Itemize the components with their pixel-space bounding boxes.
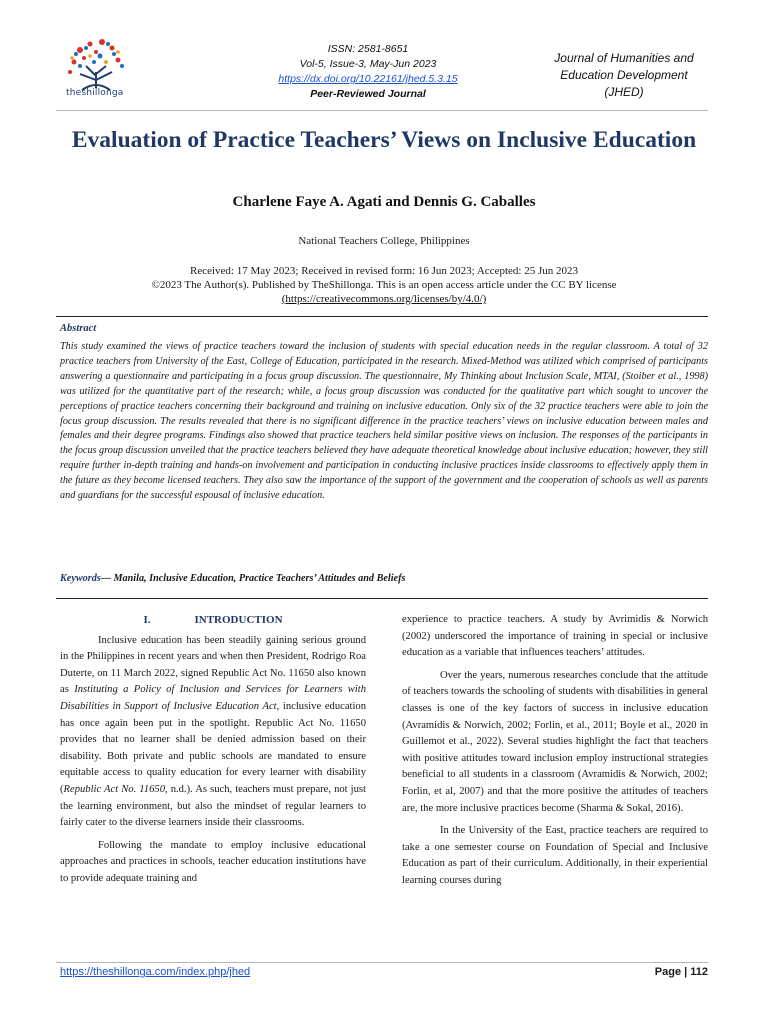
volume-issue: Vol-5, Issue-3, May-Jun 2023 (299, 58, 437, 70)
body-column-right (402, 612, 708, 890)
intro-paragraph-1 (60, 633, 366, 832)
intro-paragraph-3: experience to practice teachers. A study by Avrimidis & Norwich (2002) underscored the importance of training in special or inclusive education as a variable that influences teachers’ attitudes. (402, 614, 708, 659)
abstract-heading: Abstract (60, 323, 97, 334)
header-divider (56, 110, 708, 111)
received-dates: Received: 17 May 2023; Received in revised form: 16 Jun 2023; Accepted: 25 Jun 2023 (190, 265, 578, 277)
act-title: Instituting a Policy of Inclusion and Services for Learners with Disabilities in Support of Inclusive Education Act (60, 684, 366, 712)
citation-italic: Republic Act No. 11650 (63, 783, 165, 795)
intro-paragraph-4: Over the years, numerous researches conclude that the attitude of teachers towards the schooling of students with disabilities in general classes is one of the key factors of success in inclusive education (Avramidis & Norwich, 2002; Forlin, et al., 2011; Boyle et al., 2020 in Guillemot et al., 2022). Several studies highlight the fact that teachers with positive attitudes toward inclusion employ instructional strategies beneficial to all students in a classroom (Avramidis & Norwich, 2002; Forlin, et al, 2007) and that the more positive the attitudes of teachers are, the more inclusive practices become (Sharma & Sokal, 2016). (402, 669, 708, 814)
issn: ISSN: 2581-8651 (327, 43, 409, 55)
intro-paragraph-2: Following the mandate to employ inclusive educational approaches and practices in schools, teacher education institutions have to provide adequate training and (60, 839, 366, 884)
journal-website-link[interactable]: https://theshillonga.com/index.php/jhed (60, 966, 251, 978)
article-title: Evaluation of Practice Teachers’ Views on Inclusive Education (71, 127, 697, 153)
doi-link[interactable]: https://dx.doi.org/10.22161/jhed.5.3.15 (278, 73, 458, 85)
paragraph-text: , inclusive education has once again been put in the spotlight. Republic Act No. 11650 provides that no learner shall be denied admission based on their disability. Both private and public schools are mandated to ensure equitable access to quality education for every learner with disability ( (60, 700, 367, 795)
abstract-text: This study examined the views of practice teachers toward the inclusion of students with special education needs in the regular classroom. A total of 32 practice teachers from University of the East, College of Education, participated in the research. Mixed-Method was utilized which comprised of participants answering a questionnaire and participating in a focus group discussion. The questionnaire, My Thinking about Inclusion Scale, MTAI, (Stoiber et al., 1998) was utilized for the quantitative part of the research; while, a focus group discussion was conducted for the qualitative part which sought to uncover the perceptions of practice teachers concerning their background and training on inclusive education. Only six of the 32 practice teachers were able to join the focus group discussion. The results revealed that there is no significant difference in the practice teachers’ views on inclusive education between males and females and their degree programs. Findings also showed that practice teachers held similar positive views on inclusion. The responses of the participants in the focus group discussion unveiled that the practice teachers believed they have adequate theoretical knowledge about inclusive education; however, they still require further in-depth training and hands-on involvement and participation in conducting inclusive practices inside classrooms to effectively apply them in the future as they become licensed teachers. They also saw the importance of the support of the government and the cooperation of schools as well as parents and guardians for the successful espousal of inclusive education. (60, 341, 708, 502)
journal-name-line3: (JHED) (604, 85, 644, 99)
body-column-left (60, 612, 366, 888)
keywords-label: Keywords (60, 573, 101, 584)
keywords-list: — Manila, Inclusive Education, Practice Teachers’ Attitudes and Beliefs (100, 573, 406, 584)
journal-name-line1: Journal of Humanities and (554, 51, 694, 65)
section-number: I. (143, 614, 151, 626)
abstract-bottom-divider (56, 598, 708, 599)
footer-divider (56, 962, 708, 963)
article-history (60, 264, 708, 306)
paragraph-text: , n.d.). As such, teachers must prepare, not just the learning environment, but also the mindset of regular learners to fairly cater to the diverse learners inside their classrooms. (60, 783, 366, 829)
peer-reviewed-label: Peer-Reviewed Journal (310, 88, 426, 100)
journal-name-line2: Education Development (560, 68, 688, 82)
journal-meta (248, 42, 488, 102)
journal-name (524, 50, 724, 101)
article-authors: Charlene Faye A. Agati and Dennis G. Caballes (232, 194, 536, 210)
copyright-line: ©2023 The Author(s). Published by TheShillonga. This is an open access article under the CC BY license (151, 279, 617, 291)
logo-text: theshillonga (66, 88, 124, 98)
abstract-top-divider (56, 316, 708, 317)
intro-paragraph-5: In the University of the East, practice teachers are required to take a one semester course on Foundation of Special and Inclusive Education as part of their curriculum. Additionally, in their experiential learning courses during (402, 825, 708, 886)
affiliation: National Teachers College, Philippines (298, 235, 470, 247)
license-link[interactable]: (https://creativecommons.org/licenses/by/4.0/) (281, 293, 487, 305)
paragraph-text: Inclusive education has been steadily gaining serious ground in the Philippines in recent years and when then President, Rodrigo Roa Duterte, on 11 March 2022, signed Republic Act No. 11650 also known as (60, 634, 366, 696)
page-number: Page | 112 (654, 966, 708, 978)
section-title: INTRODUCTION (194, 614, 283, 626)
keywords (60, 573, 708, 584)
section-heading-introduction (60, 612, 366, 629)
